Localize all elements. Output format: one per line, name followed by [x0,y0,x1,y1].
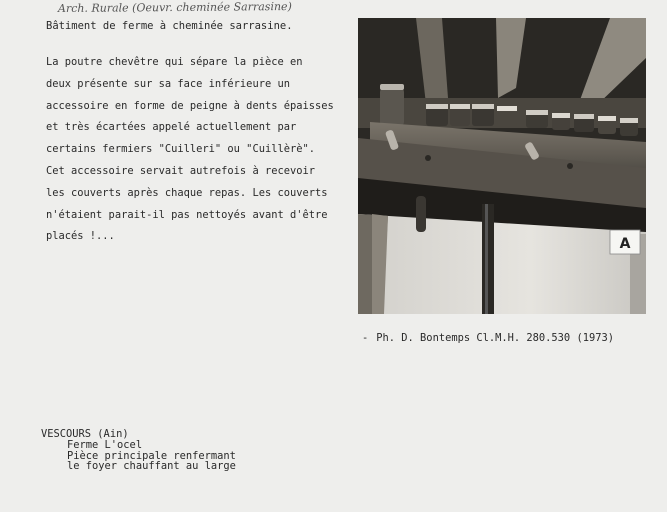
description-text [46,46,346,253]
photo-caption [362,332,614,344]
description-line: certains fermiers "Cuilleri" ou "Cuillèrè". [46,143,315,156]
location-line: Ferme L'ocel [67,438,143,451]
description-line: placés !... [46,230,115,243]
location-commune: VESCOURS (Ain) [41,428,129,440]
description-line: accessoire en forme de peigne à dents épaisses [46,99,334,112]
photograph [358,18,646,314]
description-line: les couverts après chaque repas. Les couverts [46,186,328,199]
description-line: et très écartées appelé actuellement par [46,121,297,134]
description-line: n'étaient parait-il pas nettoyés avant d'être [46,208,328,221]
hook [416,196,426,232]
location-line: Pièce principale renfermant [67,449,236,462]
caption-dash: - [362,332,369,344]
photo-drawing [358,18,646,314]
description-line: La poutre chevêtre qui sépare la pièce en [46,55,303,68]
description-line: Cet accessoire servait autrefois à recevoir [46,164,315,177]
location-block [41,429,236,472]
photo-credit: Ph. D. Bontemps Cl.M.H. 280.530 (1973) [376,332,614,344]
location-line: le foyer chauffant au large [67,460,236,473]
photo-label: A [619,236,631,252]
description-line: deux présente sur sa face inférieure un [46,77,290,90]
document-title: Bâtiment de ferme à cheminée sarrasine. [46,20,293,32]
handwritten-note: Arch. Rurale (Oeuvr. cheminée Sarrasine) [57,0,292,16]
